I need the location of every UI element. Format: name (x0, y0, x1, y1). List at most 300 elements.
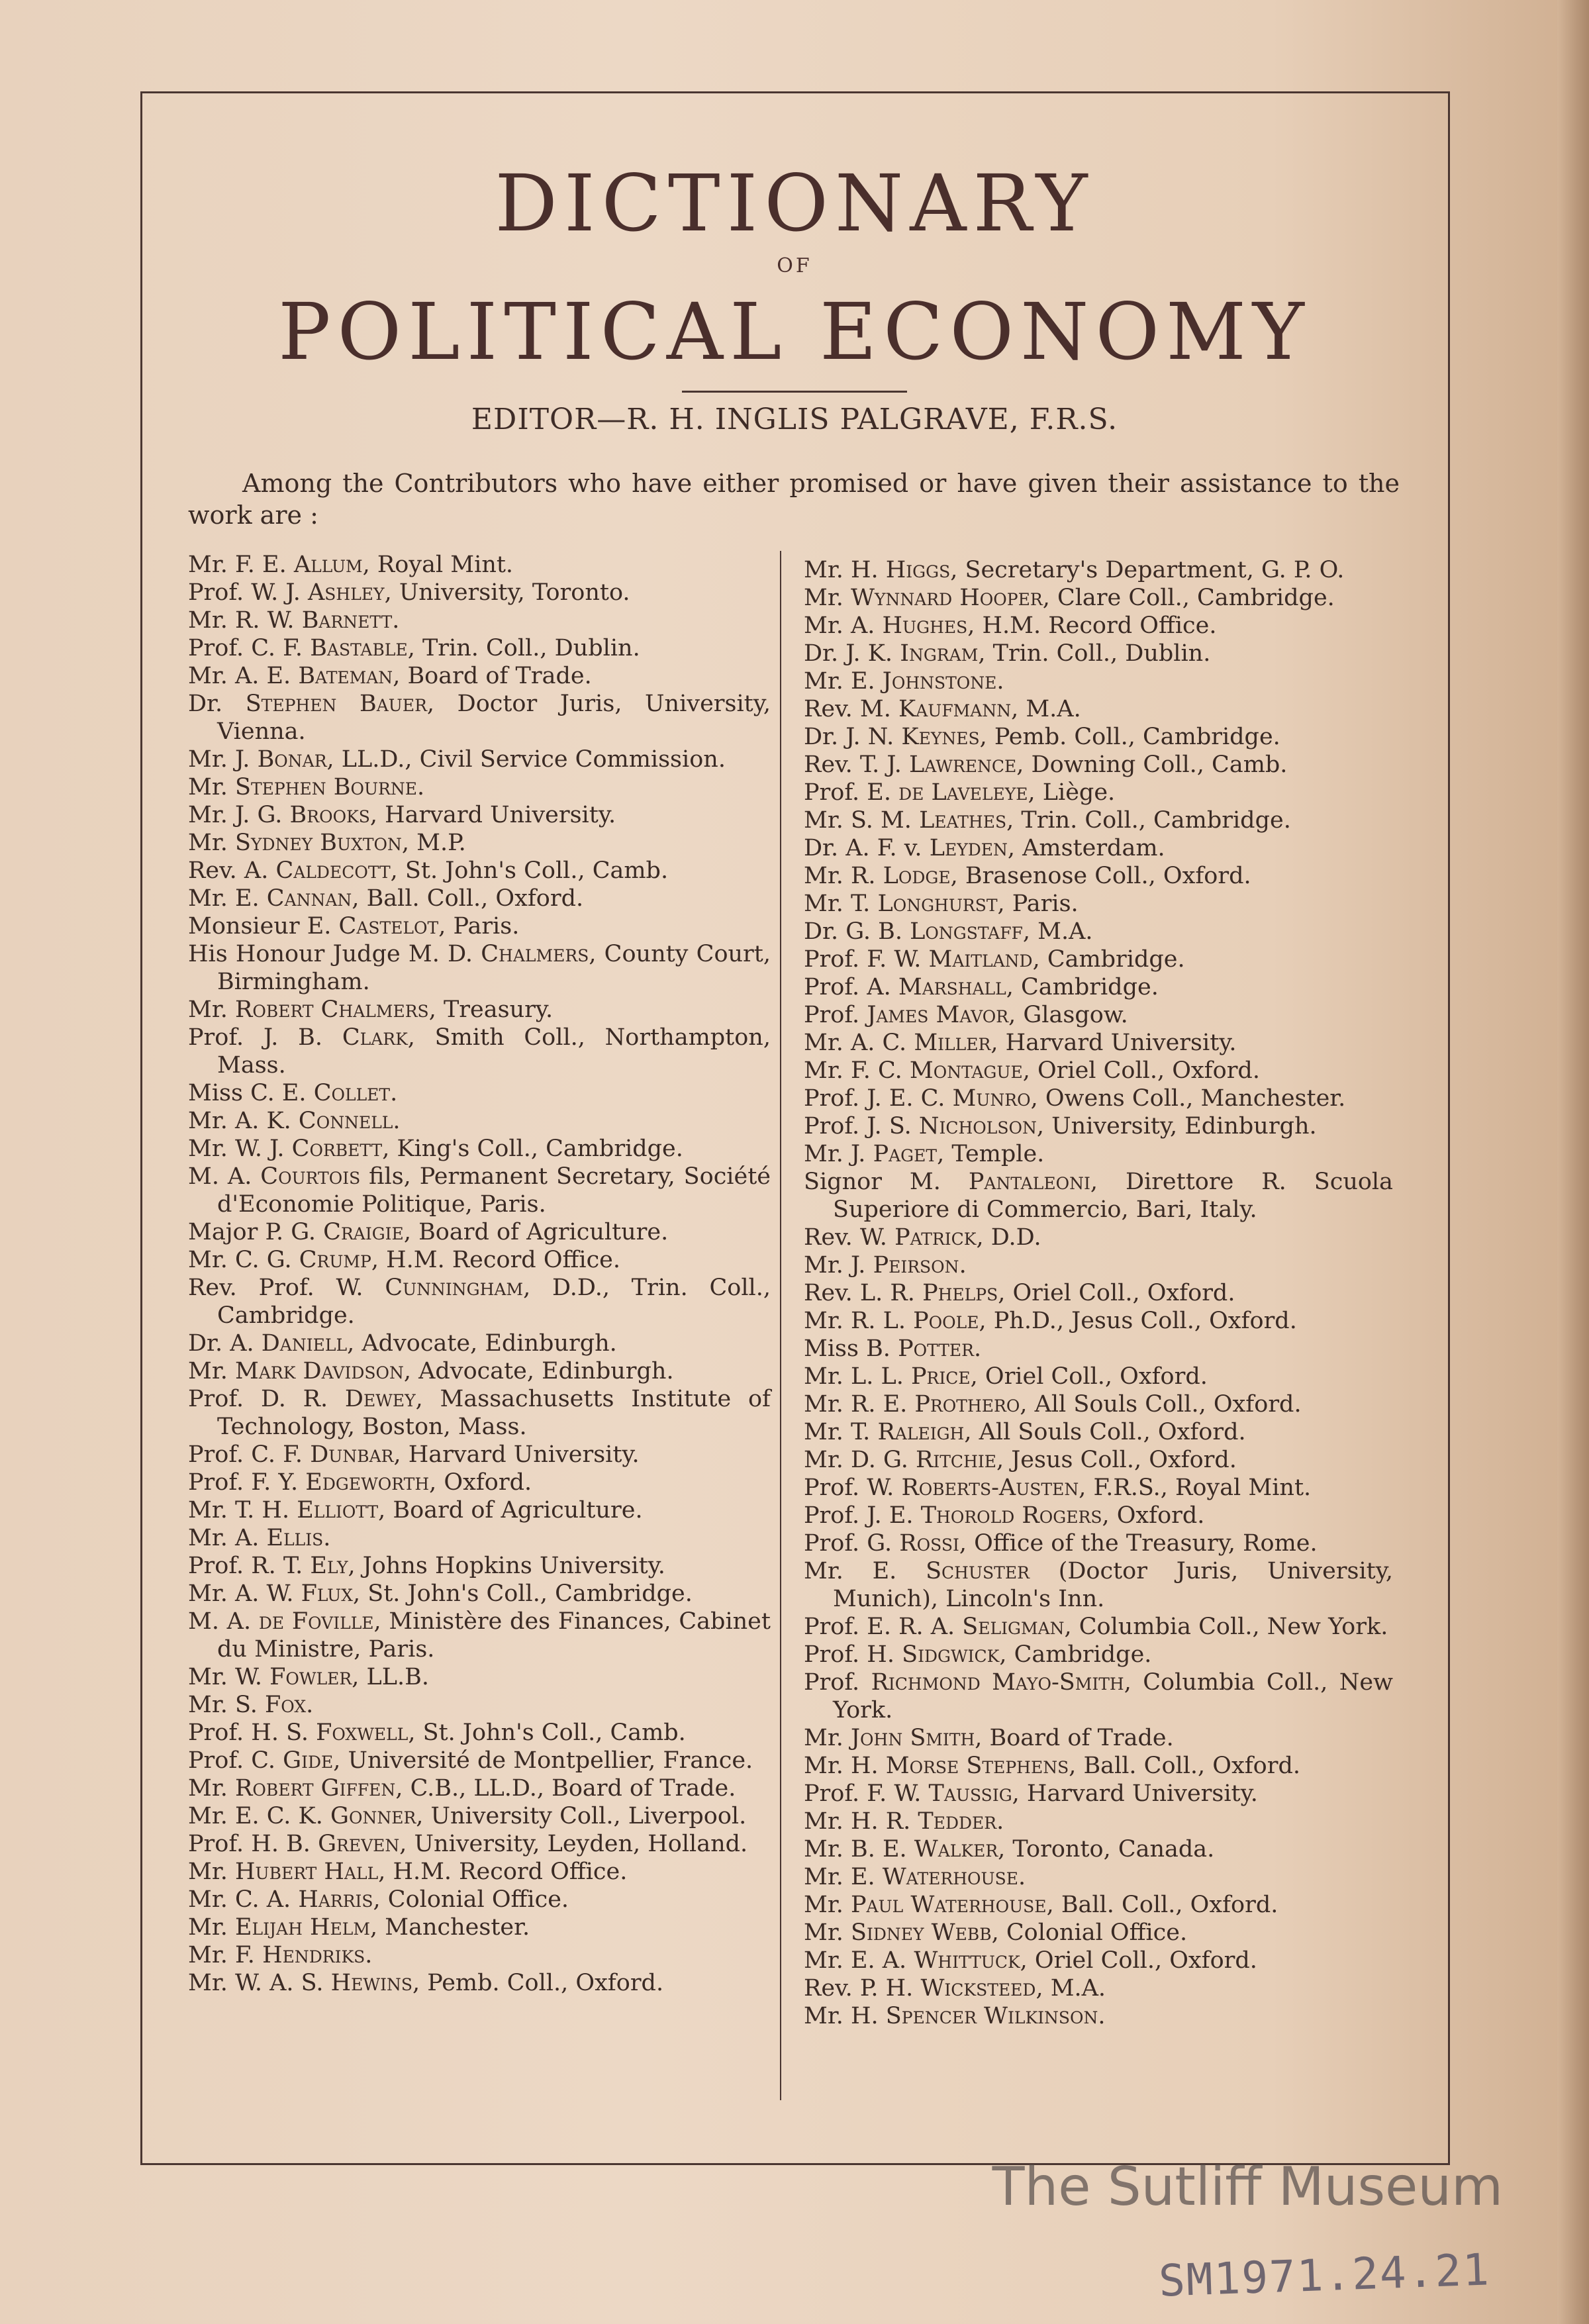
contributor-name: Bateman (298, 663, 393, 689)
contributor-affiliation: , University, Edinburgh. (1036, 1113, 1317, 1139)
contributor-entry (804, 1891, 1393, 1919)
contributor-affiliation: , Ministère des Finances, Cabinet du Ministre, Paris. (217, 1608, 771, 1663)
contributor-affiliation: , M.A. (1011, 696, 1081, 722)
contributor-affiliation: , Office of the Treasury, Rome. (959, 1530, 1318, 1557)
contributor-affiliation: , F.R.S., Royal Mint. (1079, 1475, 1312, 1501)
contributor-entry (804, 1279, 1393, 1307)
contributor-affiliation: , Paris. (438, 913, 520, 940)
contributor-name: Sidney Webb (851, 1919, 992, 1946)
contributor-entry (804, 1529, 1393, 1557)
contributor-affiliation: , Amsterdam. (1007, 835, 1165, 861)
contributor-name: Paget (873, 1141, 938, 1167)
contributor-title: Mr. F. C. (804, 1057, 902, 1084)
contributor-affiliation: , Smith Coll., Northampton, Mass. (217, 1024, 771, 1079)
contributor-affiliation: , D.D. (976, 1224, 1041, 1251)
contributor-title: Prof. C. (188, 1747, 275, 1774)
contributor-name: Hewins (330, 1970, 412, 1996)
contributor-entry (804, 1780, 1393, 1808)
contributor-entry (188, 606, 771, 634)
contributor-name: Lawrence (908, 751, 1017, 778)
contributor-title: Mr. F. E. (188, 552, 287, 578)
editor-line: EDITOR—R. H. INGLIS PALGRAVE, F.R.S. (471, 403, 1118, 436)
contributor-title: Prof. H. B. (188, 1831, 311, 1857)
contributor-title: Mr. L. L. (804, 1363, 904, 1390)
contributor-title: Miss C. E. (188, 1080, 307, 1106)
contributor-affiliation: , Columbia Coll., New York. (833, 1669, 1393, 1723)
contributor-entry (804, 1029, 1393, 1057)
contributor-affiliation: , Ball. Coll., Oxford. (1046, 1892, 1278, 1918)
contributor-title: Mr. E. (804, 1864, 875, 1890)
contributor-entry (188, 1330, 771, 1357)
contributor-affiliation: , Direttore R. Scuola Superiore di Commercio, Bari, Italy. (833, 1169, 1393, 1223)
contributor-affiliation: , Royal Mint. (362, 552, 514, 578)
contributor-name: Marshall (898, 974, 1006, 1000)
contributor-affiliation: , St. John's Coll., Camb. (390, 857, 669, 884)
contributor-affiliation: , Clare Coll., Cambridge. (1042, 585, 1335, 611)
contributor-affiliation: , Toronto, Canada. (998, 1836, 1215, 1863)
contributor-affiliation: , Oriel Coll., Oxford. (1020, 1947, 1257, 1974)
contributor-affiliation: , Colonial Office. (991, 1919, 1188, 1946)
contributor-entry (804, 1752, 1393, 1780)
contributor-title: Mr. (188, 774, 228, 800)
contributor-title: Mr. (188, 1914, 228, 1941)
contributor-affiliation: , Oriel Coll., Oxford. (970, 1363, 1208, 1390)
contributor-title: Mr. J. (804, 1252, 866, 1279)
contributor-entry (188, 1663, 771, 1691)
contributor-title: Mr. H. R. (804, 1808, 911, 1835)
contributor-entry (804, 1835, 1393, 1863)
contributor-affiliation: , Ph.D., Jesus Coll., Oxford. (979, 1308, 1297, 1334)
contributor-title: Mr. H. (804, 2003, 879, 2029)
contributor-title: Dr. (188, 691, 223, 717)
contributor-name: Craigie (323, 1219, 404, 1245)
contributor-affiliation: . (365, 1942, 373, 1968)
contributor-title: Mr. R. E. (804, 1391, 908, 1418)
contributor-title: Mr. C. G. (188, 1247, 292, 1273)
contributor-title: Monsieur E. (188, 913, 332, 940)
contributor-name: Leyden (929, 835, 1008, 861)
contributor-name: Peirson (873, 1252, 959, 1279)
contributor-title: Rev. M. (804, 696, 891, 722)
contributor-entry (804, 1613, 1393, 1641)
contributor-affiliation: , M.A. (1035, 1975, 1106, 2002)
contributor-title: Dr. J. N. (804, 724, 894, 750)
contributor-name: Patrick (894, 1224, 977, 1251)
contributor-affiliation: , D.D., Trin. Coll., Cambridge. (217, 1275, 771, 1329)
contributor-entry (188, 634, 771, 662)
contributor-entry (188, 1608, 771, 1663)
contributor-entry (804, 1307, 1393, 1335)
contributor-title: Rev. W. (804, 1224, 887, 1251)
contributor-entry (188, 1218, 771, 1246)
contributor-name: Ingram (900, 640, 979, 667)
contributor-affiliation: , C.B., LL.D., Board of Trade. (395, 1775, 736, 1802)
contributor-entry (804, 640, 1393, 667)
contributor-name: Gide (283, 1747, 334, 1774)
contributor-entry (804, 751, 1393, 779)
contributor-name: Crump (299, 1247, 371, 1273)
contributor-entry (188, 1135, 771, 1163)
contributor-entry (188, 912, 771, 940)
contributor-name: Seligman (962, 1614, 1065, 1640)
contributor-name: Harris (298, 1886, 373, 1913)
contributor-title: Mr. S. (188, 1692, 258, 1718)
contributor-affiliation: , Massachusetts Institute of Technology, Boston, Mass. (217, 1386, 771, 1440)
contributor-entry (188, 1246, 771, 1274)
contributor-affiliation: , County Court, Birmingham. (217, 941, 771, 995)
contributor-title: Prof. (804, 1669, 860, 1696)
contributor-name: Caldecott (275, 857, 391, 884)
contributor-affiliation: , Manchester. (370, 1914, 530, 1941)
contributor-affiliation: , All Souls Coll., Oxford. (964, 1419, 1246, 1445)
contributor-affiliation: . (1098, 2003, 1106, 2029)
contributor-affiliation: , Johns Hopkins University. (348, 1553, 665, 1579)
contributor-title: Dr. A. (188, 1330, 254, 1357)
contributor-name: Prothero (914, 1391, 1020, 1418)
contributor-affiliation: , All Souls Coll., Oxford. (1020, 1391, 1302, 1418)
contributor-affiliation: fils, Permanent Secretary, Société d'Economie Politique, Paris. (217, 1163, 771, 1218)
contributor-name: Cunningham (385, 1275, 524, 1301)
contributor-title: Mr. J. G. (188, 802, 283, 828)
contributor-affiliation: , Doctor Juris, University, Vienna. (217, 691, 771, 745)
contributor-affiliation: . (393, 1108, 401, 1134)
contributor-title: Rev. A. (188, 857, 269, 884)
contributor-name: Connell (298, 1108, 393, 1134)
contributor-title: Prof. H. S. (188, 1719, 309, 1746)
contributor-title: Mr. H. (804, 557, 879, 583)
contributor-affiliation: , Paris. (997, 891, 1079, 917)
contributor-name: Mark Davidson (235, 1358, 404, 1384)
contributor-name: Cannan (266, 885, 352, 912)
contributor-affiliation: . (996, 1808, 1004, 1835)
contributor-name: Ritchie (916, 1447, 996, 1473)
contributor-entry (188, 1941, 771, 1969)
contributor-entry (188, 690, 771, 746)
contributor-title: Prof. E. (804, 779, 891, 806)
contributor-name: Robert Chalmers (235, 996, 429, 1023)
contributor-name: Ely (310, 1553, 348, 1579)
contributor-title: Mr. (804, 1892, 843, 1918)
contributor-name: Walker (914, 1836, 998, 1863)
contributor-title: Miss B. (804, 1335, 891, 1362)
contributor-affiliation: , H.M. Record Office. (967, 612, 1217, 639)
contributor-affiliation: . (1018, 1864, 1026, 1890)
contributor-affiliation: . (417, 774, 425, 800)
contributor-name: Hendriks (262, 1942, 365, 1968)
contributor-entry (804, 1001, 1393, 1029)
contributor-title: Mr. E. A. (804, 1947, 907, 1974)
contributor-name: Ellis (266, 1525, 324, 1551)
contributor-title: Mr. R. W. (188, 607, 295, 634)
contributor-entry (804, 695, 1393, 723)
contributor-title: Mr. J. (188, 746, 250, 773)
contributor-name: Longhurst (877, 891, 998, 917)
contributor-entry (804, 1974, 1393, 2002)
contributor-entry (188, 579, 771, 606)
contributor-name: Wynnard Hooper (851, 585, 1043, 611)
contributor-entry (804, 1863, 1393, 1891)
contributor-affiliation: , Pemb. Coll., Cambridge. (979, 724, 1280, 750)
contributor-name: Castelot (338, 913, 439, 940)
contributor-affiliation: , Ball. Coll., Oxford. (1069, 1753, 1301, 1779)
contributor-title: Prof. F. Y. (188, 1469, 299, 1496)
contributor-name: Fox (264, 1692, 307, 1718)
contributor-name: Lodge (883, 863, 951, 889)
contributor-title: Mr. T. H. (188, 1497, 290, 1524)
contributor-affiliation: , Harvard University. (990, 1030, 1237, 1056)
contributor-affiliation: , Glasgow. (1008, 1002, 1128, 1028)
contributor-affiliation: . (323, 1525, 331, 1551)
contributor-affiliation: , LL.D., Civil Service Commission. (326, 746, 726, 773)
contributor-affiliation: , Temple. (937, 1141, 1045, 1167)
contributor-name: de Foville (258, 1608, 374, 1635)
contributor-name: Foxwell (316, 1719, 409, 1746)
contributor-title: Mr. (188, 830, 228, 856)
contributor-affiliation: , Columbia Coll., New York. (1064, 1614, 1388, 1640)
contributor-entry (188, 1385, 771, 1441)
contributor-name: Fowler (269, 1664, 352, 1690)
contributor-affiliation: , H.M. Record Office. (378, 1859, 628, 1885)
contributor-affiliation: . (392, 607, 400, 634)
contributor-entry (804, 1140, 1393, 1168)
contributor-entry (188, 1580, 771, 1608)
contributor-affiliation: . (974, 1335, 982, 1362)
contributor-affiliation: . (959, 1252, 967, 1279)
museum-watermark: The Sutliff Museum (992, 2156, 1503, 2217)
contributor-title: Mr. T. (804, 1419, 871, 1445)
contributor-affiliation: , Oxford. (1102, 1502, 1205, 1529)
contributor-title: Mr. C. A. (188, 1886, 291, 1913)
contributor-name: Elliott (297, 1497, 379, 1524)
contributor-entry (804, 1724, 1393, 1752)
contributor-title: Mr. D. G. (804, 1447, 908, 1473)
contributor-title: Mr. (804, 585, 843, 611)
contributor-title: Prof. J. S. (804, 1113, 912, 1139)
contributor-name: Spencer Wilkinson (885, 2003, 1098, 2029)
contributor-affiliation: , Colonial Office. (373, 1886, 569, 1913)
contributor-name: Nicholson (918, 1113, 1037, 1139)
contributor-name: Dunbar (310, 1441, 394, 1468)
contributor-entry (804, 1947, 1393, 1974)
contributor-affiliation: , Board of Agriculture. (403, 1219, 669, 1245)
contributor-affiliation: , Secretary's Department, G. P. O. (950, 557, 1345, 583)
contributor-entry (188, 1496, 771, 1524)
contributor-name: Corbett (291, 1136, 383, 1162)
contributor-title: Prof. F. W. (804, 946, 922, 973)
contributor-name: Flux (301, 1580, 354, 1607)
contributor-title: Rev. Prof. W. (188, 1275, 363, 1301)
contributor-entry (188, 1747, 771, 1774)
contributor-entry (188, 1524, 771, 1552)
contributor-name: Phelps (922, 1280, 998, 1306)
contributor-name: Rossi (899, 1530, 959, 1557)
contributor-name: Morse Stephens (885, 1753, 1069, 1779)
contributor-entry (188, 1858, 771, 1886)
contributor-name: Edgeworth (305, 1469, 430, 1496)
contributor-entry (804, 612, 1393, 640)
contributor-name: Thorold Rogers (920, 1502, 1102, 1529)
contributor-affiliation: , Trin. Coll., Cambridge. (1006, 807, 1291, 834)
contributor-entry (804, 1641, 1393, 1669)
contributor-affiliation: , Université de Montpellier, France. (333, 1747, 753, 1774)
contributor-entry (188, 940, 771, 996)
contributor-name: Maitland (928, 946, 1033, 973)
contributor-title: Mr. A. (188, 1525, 260, 1551)
title-of: OF (777, 254, 812, 277)
contributor-title: Mr. (188, 996, 228, 1023)
contributor-entry (188, 1024, 771, 1079)
contributor-entry (188, 773, 771, 801)
contributor-entry (804, 890, 1393, 918)
contributor-name: de Laveleye (898, 779, 1028, 806)
contributor-name: Tedder (918, 1808, 997, 1835)
contributor-entry (804, 1085, 1393, 1112)
contributor-entry (188, 857, 771, 885)
contributor-title: Dr. A. F. v. (804, 835, 922, 861)
contributor-title: Mr. B. E. (804, 1836, 907, 1863)
contributor-affiliation: , Oxford. (429, 1469, 532, 1496)
contributor-name: Schuster (926, 1558, 1030, 1584)
contributor-title: Mr. F. (188, 1942, 255, 1968)
contributor-name: Waterhouse (882, 1864, 1018, 1890)
contributor-entry (804, 584, 1393, 612)
contributor-affiliation: , M.A. (1022, 918, 1093, 945)
contributor-affiliation: . (390, 1080, 398, 1106)
contributor-affiliation: , Advocate, Edinburgh. (403, 1358, 674, 1384)
contributor-entry (188, 662, 771, 690)
contributor-affiliation: , Ball. Coll., Oxford. (352, 885, 584, 912)
contributor-name: James Mavor (867, 1002, 1009, 1028)
contributor-title: Prof. F. W. (804, 1780, 922, 1807)
contributor-affiliation: . (996, 668, 1004, 695)
contributor-title: M. A. (188, 1163, 252, 1190)
contributor-entry (188, 1357, 771, 1385)
contributor-entry (804, 918, 1393, 945)
contributor-entry (804, 806, 1393, 834)
contributor-name: Bastable (310, 635, 408, 661)
contributor-name: Elijah Helm (235, 1914, 371, 1941)
contributor-entry (804, 945, 1393, 973)
contributor-affiliation: , Liège. (1028, 779, 1116, 806)
contributor-title: Mr. (804, 1725, 843, 1751)
contributor-name: Raleigh (877, 1419, 965, 1445)
contributor-affiliation: , Cambridge. (1006, 974, 1159, 1000)
contributor-title: Prof. E. R. A. (804, 1614, 955, 1640)
contributor-title: Mr. (804, 1919, 843, 1946)
contributor-title: Prof. J. E. C. (804, 1085, 945, 1112)
contributor-name: Stephen Bourne (235, 774, 418, 800)
intro-paragraph: Among the Contributors who have either promised or have given their assistance to the work are : (188, 469, 1400, 530)
contributor-entry (804, 1363, 1393, 1390)
contributor-entry (188, 746, 771, 773)
contributor-name: Richmond Mayo-Smith (871, 1669, 1124, 1696)
contributor-title: Mr. A. C. (804, 1030, 907, 1056)
contributor-entry (188, 1886, 771, 1913)
contributor-entry (804, 1557, 1393, 1613)
contributor-title: Mr. E. (804, 1558, 897, 1584)
contributor-name: Sydney Buxton (235, 830, 402, 856)
contributor-title: Mr. A. W. (188, 1580, 294, 1607)
contributor-affiliation: , Oriel Coll., Oxford. (998, 1280, 1235, 1306)
contributor-entry (188, 1274, 771, 1330)
contributor-title: Prof. W. (804, 1475, 894, 1501)
contributor-entry (188, 1913, 771, 1941)
contributor-entry (188, 1802, 771, 1830)
contributor-name: Taussig (928, 1780, 1012, 1807)
contributor-title: Major P. G. (188, 1219, 316, 1245)
contributor-title: Mr. A. E. (188, 663, 291, 689)
contributor-affiliation: , Harvard University. (1012, 1780, 1258, 1807)
contributor-title: Mr. W. (188, 1664, 262, 1690)
contributor-name: Dewey (344, 1386, 416, 1412)
contributor-affiliation: , Advocate, Edinburgh. (347, 1330, 617, 1357)
contributor-name: Courtois (260, 1163, 361, 1190)
contributors-left-column (188, 551, 771, 1997)
contributor-entry (188, 996, 771, 1024)
contributor-entry (804, 1168, 1393, 1224)
contributor-title: Mr. H. (804, 1753, 879, 1779)
contributor-affiliation: , St. John's Coll., Camb. (408, 1719, 686, 1746)
contributor-title: Prof. C. F. (188, 635, 303, 661)
contributor-name: Keynes (901, 724, 980, 750)
contributor-affiliation: , H.M. Record Office. (371, 1247, 621, 1273)
contributor-title: Rev. P. H. (804, 1975, 914, 2002)
contributor-affiliation: , Board of Agriculture. (378, 1497, 643, 1524)
contributor-entry (804, 973, 1393, 1001)
contributor-name: Allum (293, 552, 363, 578)
contributor-entry (804, 834, 1393, 862)
contributor-name: Paul Waterhouse (851, 1892, 1047, 1918)
contributor-name: Poole (913, 1308, 979, 1334)
contributor-entry (804, 1446, 1393, 1474)
contributor-affiliation: , Jesus Coll., Oxford. (996, 1447, 1237, 1473)
contributor-name: Leathes (919, 807, 1007, 834)
contributor-name: Roberts-Austen (901, 1475, 1079, 1501)
contributor-title: Mr. E. (188, 885, 260, 912)
contributor-affiliation: , LL.B. (352, 1664, 429, 1690)
contributor-affiliation: (Doctor Juris, University, Munich), Lincoln's Inn. (833, 1558, 1393, 1612)
contributor-entry (188, 1774, 771, 1802)
contributor-title: Prof. (804, 1002, 860, 1028)
contributor-affiliation: , King's Coll., Cambridge. (382, 1136, 683, 1162)
contributor-entry (804, 1418, 1393, 1446)
contributor-name: Munro (952, 1085, 1031, 1112)
contributor-title: Mr. R. (804, 863, 876, 889)
contributor-title: Prof. G. (804, 1530, 892, 1557)
contributor-title: Prof. J. E. (804, 1502, 914, 1529)
contributor-entry (804, 779, 1393, 806)
contributor-name: John Smith (851, 1725, 975, 1751)
contributor-entry (188, 801, 771, 829)
contributor-title: Mr. W. J. (188, 1136, 285, 1162)
contributor-name: Potter (898, 1335, 975, 1362)
contributor-entry (804, 1057, 1393, 1085)
contributor-affiliation: , M.P. (401, 830, 466, 856)
contributor-title: Mr. E. (804, 668, 875, 695)
contributor-title: Mr. A. (804, 612, 875, 639)
contributor-entry (188, 1107, 771, 1135)
contributor-entry (804, 556, 1393, 584)
contributor-name: Collet (313, 1080, 391, 1106)
contributor-affiliation: . (306, 1692, 314, 1718)
contributor-affiliation: , Trin. Coll., Dublin. (407, 635, 640, 661)
contributor-name: Kaufmann (898, 696, 1012, 722)
column-divider (780, 551, 781, 2100)
contributor-entry (804, 1669, 1393, 1724)
contributor-name: Miller (914, 1030, 991, 1056)
contributor-entry (188, 1469, 771, 1496)
contributor-entry (804, 2002, 1393, 2030)
